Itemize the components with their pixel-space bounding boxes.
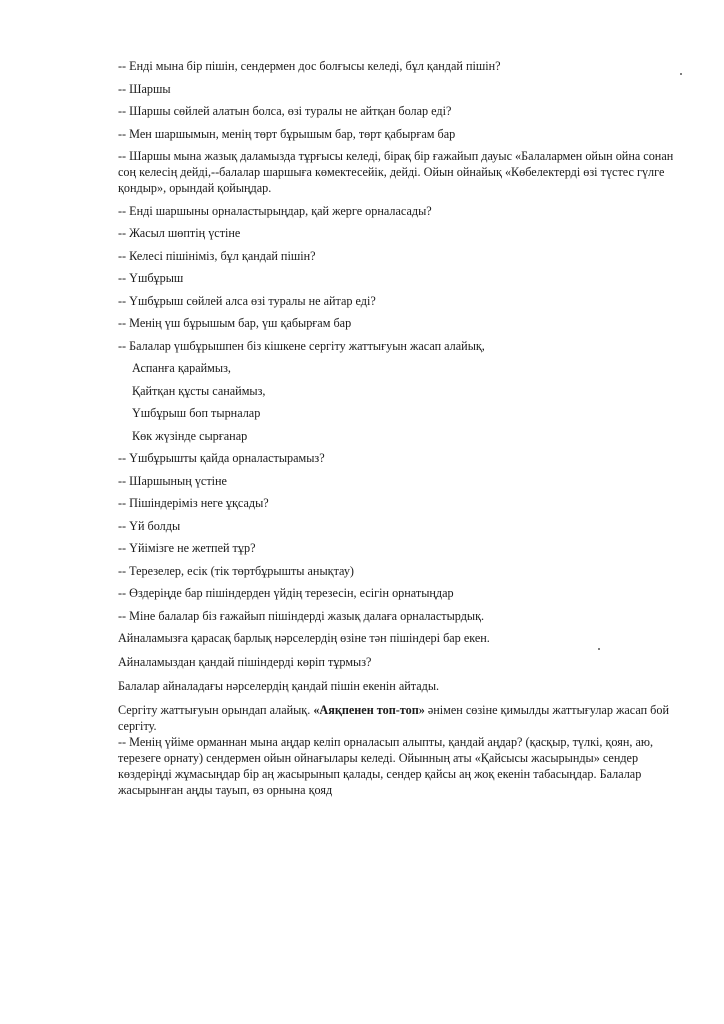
poem-line: Аспанға қараймыз, bbox=[132, 361, 231, 375]
dialogue-line: -- Енді мына бір пішін, сендермен дос болғысы келеді, бұл қандай пішін? bbox=[118, 59, 501, 73]
dialogue-line: -- Міне балалар біз ғажайып пішіндерді жазық далаға орналастырдық. bbox=[118, 608, 485, 623]
scan-speck bbox=[680, 73, 682, 75]
dialogue-line: -- Өздеріңде бар пішіндерден үйдің терезесін, есігін орнатыңдар bbox=[118, 586, 454, 600]
scan-speck bbox=[598, 648, 600, 650]
song-title: «Аяқпенен топ-топ» bbox=[313, 703, 425, 717]
dialogue-line: -- Үйімізге не жетпей тұр? bbox=[118, 541, 256, 555]
dialogue-line: -- Пішіндеріміз неге ұқсады? bbox=[118, 496, 269, 510]
warmup-paragraph bbox=[118, 702, 678, 734]
narrative-line: Айналамызға қарасақ барлық нәрселердің өзіне тән пішіндері бар екен. bbox=[118, 631, 490, 645]
dialogue-line: -- Шаршы bbox=[118, 81, 171, 96]
poem-line: Көк жүзінде сырғанар bbox=[132, 428, 248, 443]
dialogue-line: -- Үшбұрыш сөйлей алса өзі туралы не айтар еді? bbox=[118, 293, 376, 308]
warmup-text: Сергіту жаттығуын орындап алайық. bbox=[118, 703, 314, 717]
dialogue-line: -- Шаршының үстіне bbox=[118, 473, 227, 488]
dialogue-line: -- Келесі пішініміз, бұл қандай пішін? bbox=[118, 248, 316, 263]
dialogue-paragraph: -- Шаршы мына жазық даламызда тұрғысы келеді, бірақ бір ғажайып дауыс «Балалармен ойын ойна сонан соң келесің дейді,--балалар шаршыға көмектесейік, дейді. Ойын ойнайық «Көбелектерді өзі түстес гүлге қондыр», орындай қойыңдар. bbox=[118, 149, 674, 195]
dialogue-line: -- Үшбұрышты қайда орналастырамыз? bbox=[118, 451, 325, 465]
narrative-line: Айналамыздан қандай пішіндерді көріп тұрмыз? bbox=[118, 655, 372, 669]
dialogue-line: -- Терезелер, есік (тік төртбұрышты анықтау) bbox=[118, 563, 354, 578]
final-paragraph: -- Менің үйіме орманнан мына аңдар келіп орналасып алыпты, қандай аңдар? (қасқыр, түлкі, қоян, аю, терезеге орнату) сендермен ойын ойнағылары келеді. Ойынның аты «Қайсысы жасырынды» сендер көздеріңді жұмасыңдар бір аң жасырынып қалады, сендер қайсы аң жоқ екенін табасыңдар. Балалар жасырынған аңды тауып, өз орнына қояд bbox=[118, 735, 654, 797]
dialogue-line: -- Үй болды bbox=[118, 518, 181, 533]
dialogue-line: -- Балалар үшбұрышпен біз кішкене сергіту жаттығуын жасап алайық, bbox=[118, 338, 485, 353]
dialogue-line: -- Мен шаршымын, менің төрт бұрышым бар, төрт қабырғам бар bbox=[118, 126, 456, 141]
dialogue-line: -- Енді шаршыны орналастырыңдар, қай жерге орналасады? bbox=[118, 203, 432, 218]
dialogue-line: -- Жасыл шөптің үстіне bbox=[118, 226, 241, 240]
dialogue-line: -- Үшбұрыш bbox=[118, 271, 184, 285]
poem-line: Үшбұрыш боп тырналар bbox=[132, 406, 261, 420]
dialogue-line: -- Менің үш бұрышым бар, үш қабырғам бар bbox=[118, 316, 352, 330]
document-page bbox=[118, 58, 678, 805]
poem-line: Қайтқан құсты санаймыз, bbox=[132, 383, 266, 398]
dialogue-line: -- Шаршы сөйлей алатын болса, өзі туралы не айтқан болар еді? bbox=[118, 104, 452, 118]
narrative-line: Балалар айналадағы нәрселердің қандай пішін екенін айтады. bbox=[118, 679, 440, 693]
warmup-text-end: әнімен сөзіне қимылды жаттығулар жасап бой сергіту. bbox=[118, 703, 669, 733]
